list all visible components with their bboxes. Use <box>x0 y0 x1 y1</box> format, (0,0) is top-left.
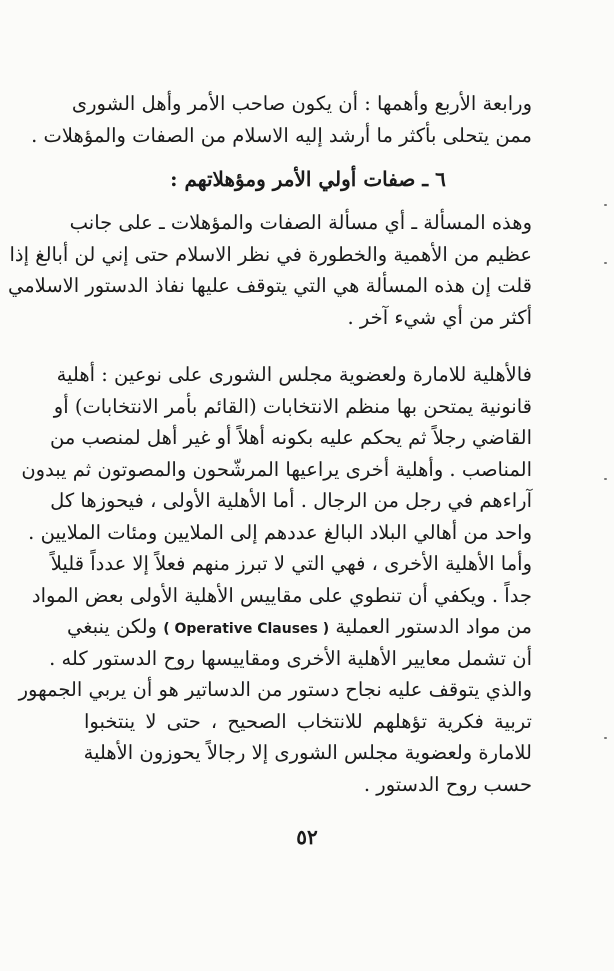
page-number: ٥٢ <box>296 825 318 849</box>
paragraph-3 <box>18 359 532 800</box>
book-page-text <box>7 88 532 800</box>
text-line: للامارة ولعضوية مجلس الشورى إلا رجالاً يحوزون الأهلية <box>83 741 532 764</box>
text-line: وهذه المسألة ـ أي مسألة الصفات والمؤهلات ـ على جانب <box>69 211 532 234</box>
text-line: أن تشمل معايير الأهلية الأخرى ومقاييسها روح الدستور كله . <box>49 646 532 670</box>
text-line: آراءهم في رجل من الرجال . أما الأهلية الأولى ، فيحوزها كل <box>50 489 532 512</box>
text-line: ممن يتحلى بأكثر ما أرشد إليه الاسلام من الصفات والمؤهلات . <box>31 123 532 147</box>
paragraph-2 <box>7 207 532 333</box>
text-line: ورابعة الأربع وأهمها : أن يكون صاحب الأمر وأهل الشورى <box>71 92 532 115</box>
text-line: فالأهلية للامارة ولعضوية مجلس الشورى على نوعين : أهلية <box>56 363 532 386</box>
text-line: قلت إن هذه المسألة هي التي يتوقف عليها نفاذ الدستور الاسلامي <box>7 274 532 297</box>
text-line: القاضي رجلاً ثم يحكم عليه بكونه أهلاً أو غير أهل لمنصب من <box>50 426 532 449</box>
text-line: وأما الأهلية الأخرى ، فهي التي لا تبرز منهم فعلاً إلا عدداً قليلاً <box>50 552 532 575</box>
scan-mark <box>604 737 607 739</box>
text-line: عظيم من الأهمية والخطورة في نظر الاسلام حتى إني لن أبالغ إذا <box>9 242 532 266</box>
text-line: والذي يتوقف عليه نجاح دستور من الدساتير هو أن يربي الجمهور <box>18 678 532 701</box>
text-line-with-english-term <box>66 611 532 643</box>
text-line: واحد من أهالي البلاد البالغ عددهم إلى الملايين ومئات الملايين . <box>28 520 532 544</box>
paragraph-1 <box>31 88 532 151</box>
section-heading: ٦ ـ صفات أولي الأمر ومؤهلاتهم : <box>170 167 446 191</box>
text-line: أكثر من أي شيء آخر . <box>347 305 532 329</box>
english-term: ( Operative Clauses ) <box>163 621 330 637</box>
scan-mark <box>604 204 607 206</box>
text-line: جداً . ويكفي أن تنطوي على مقاييس الأهلية الأولى بعض المواد <box>31 583 532 607</box>
text-line: قانونية يمتحن بها منظم الانتخابات (القائم بأمر الانتخابات) أو <box>53 394 532 418</box>
clause-before: من مواد الدستور العملية <box>335 615 532 638</box>
text-line: المناصب . وأهلية أخرى يراعيها المرشّحون والمصوتون ثم يبدون <box>21 457 532 481</box>
clause-after: ولكن ينبغي <box>66 615 157 638</box>
text-line: حسب روح الدستور . <box>363 772 532 796</box>
text-line: تربية فكرية تؤهلهم للانتخاب الصحيح ، حتى لا ينتخبوا <box>84 709 532 733</box>
scan-mark <box>604 262 607 264</box>
scan-mark <box>604 478 607 480</box>
